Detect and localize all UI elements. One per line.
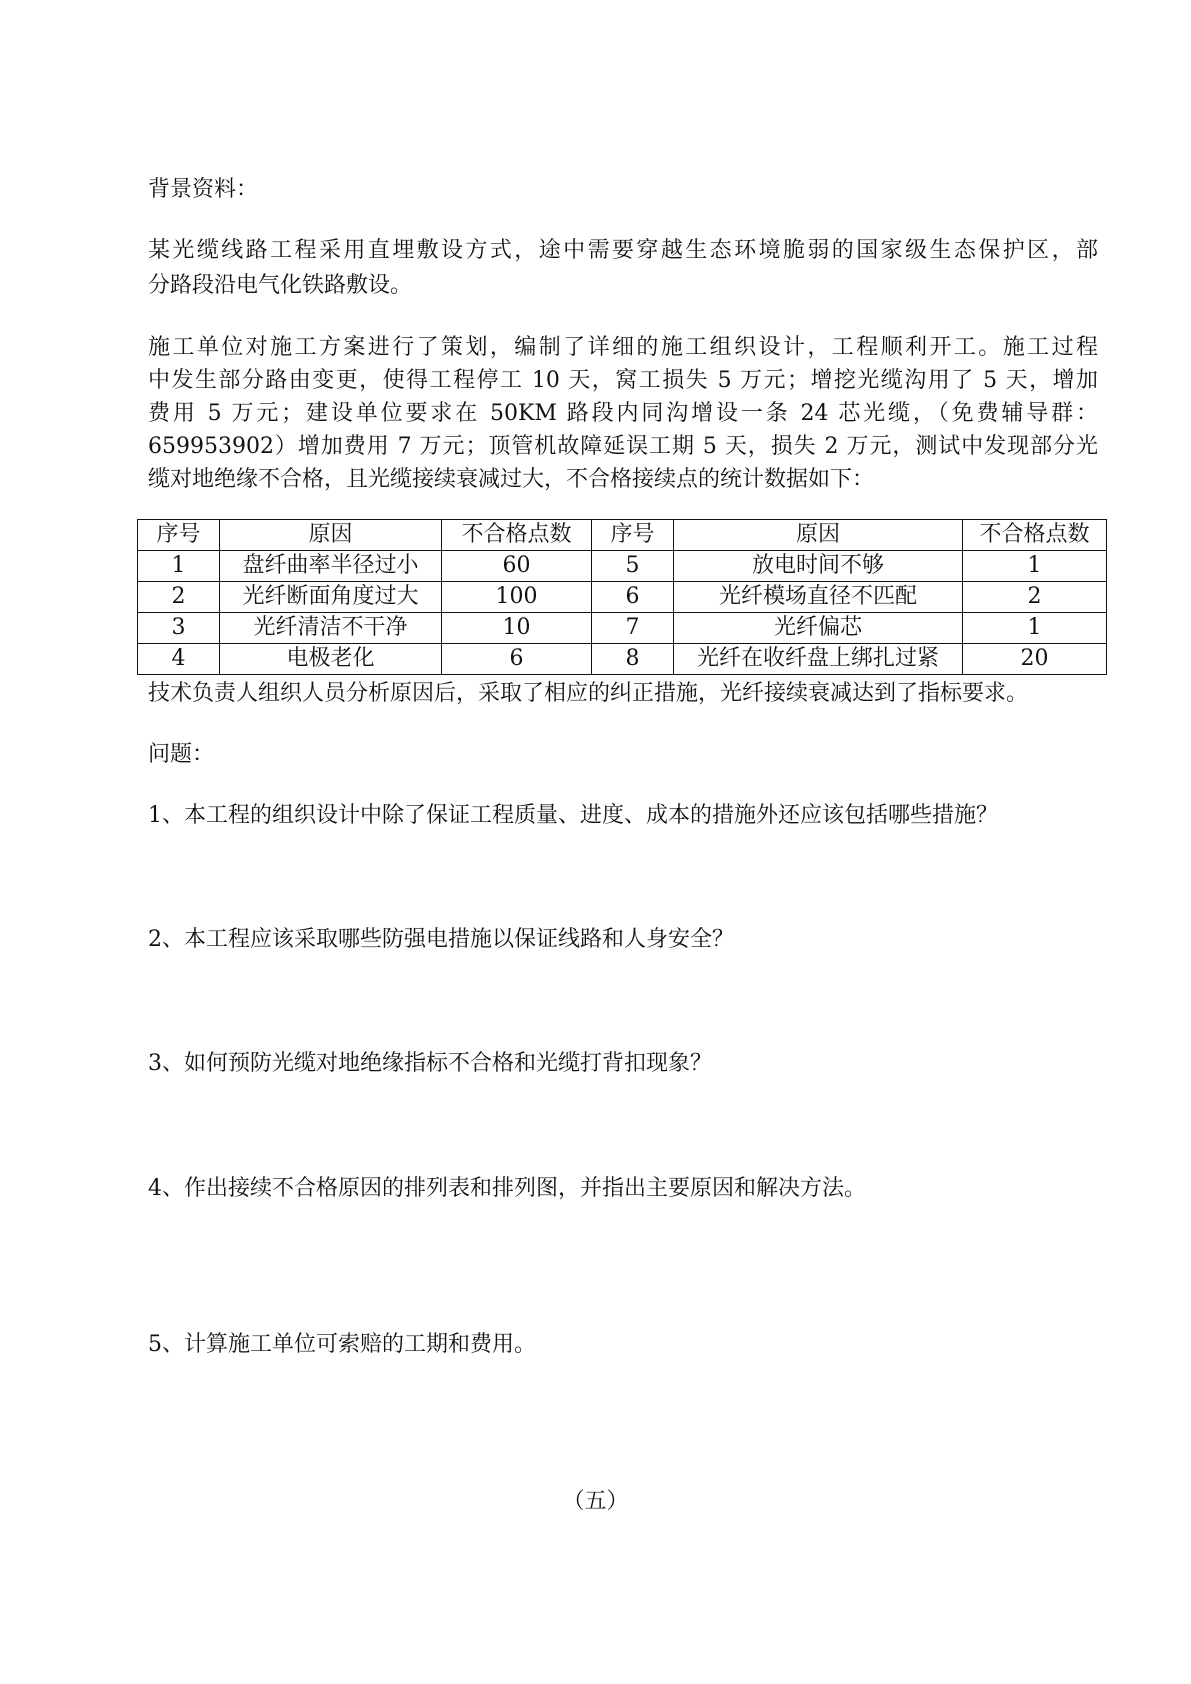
table-header: 原因 <box>674 520 963 551</box>
table-row <box>138 644 1107 675</box>
table-row <box>138 551 1107 582</box>
table-cell: 盘纤曲率半径过小 <box>220 551 442 582</box>
paragraph-1-line-1: 某光缆线路工程采用直埋敷设方式，途中需要穿越生态环境脆弱的国家级生态保护区，部 <box>148 238 1098 263</box>
table-cell: 10 <box>442 613 592 644</box>
paragraph-2-line-1: 施工单位对施工方案进行了策划，编制了详细的施工组织设计，工程顺利开工。施工过程 <box>148 335 1098 360</box>
table-cell: 6 <box>442 644 592 675</box>
table-header: 不合格点数 <box>963 520 1107 551</box>
paragraph-2-line-5: 缆对地绝缘不合格，且光缆接续衰减过大，不合格接续点的统计数据如下： <box>148 467 875 492</box>
question-5: 5、计算施工单位可索赔的工期和费用。 <box>148 1332 536 1357</box>
defect-statistics-table <box>137 519 1107 675</box>
table-row <box>138 582 1107 613</box>
table-cell: 8 <box>592 644 674 675</box>
question-3: 3、如何预防光缆对地绝缘指标不合格和光缆打背扣现象？ <box>148 1051 712 1076</box>
question-1: 1、本工程的组织设计中除了保证工程质量、进度、成本的措施外还应该包括哪些措施？ <box>148 803 998 828</box>
table-cell: 1 <box>138 551 220 582</box>
after-table-text: 技术负责人组织人员分析原因后，采取了相应的纠正措施，光纤接续衰减达到了指标要求。 <box>148 681 1029 706</box>
question-2: 2、本工程应该采取哪些防强电措施以保证线路和人身安全？ <box>148 927 734 952</box>
table-cell: 3 <box>138 613 220 644</box>
table-cell: 60 <box>442 551 592 582</box>
table-cell: 4 <box>138 644 220 675</box>
table-header: 序号 <box>592 520 674 551</box>
questions-label: 问题： <box>148 742 215 767</box>
table-cell: 光纤断面角度过大 <box>220 582 442 613</box>
table-cell: 2 <box>963 582 1107 613</box>
table-header: 序号 <box>138 520 220 551</box>
table-cell: 光纤清洁不干净 <box>220 613 442 644</box>
table-cell: 1 <box>963 551 1107 582</box>
table-cell: 电极老化 <box>220 644 442 675</box>
paragraph-1-line-2: 分路段沿电气化铁路敷设。 <box>148 273 413 298</box>
question-4: 4、作出接续不合格原因的排列表和排列图，并指出主要原因和解决方法。 <box>148 1176 866 1201</box>
table-cell: 2 <box>138 582 220 613</box>
table-cell: 光纤模场直径不匹配 <box>674 582 963 613</box>
paragraph-2-line-2: 中发生部分路由变更，使得工程停工 10 天，窝工损失 5 万元；增挖光缆沟用了 5 天，增加 <box>148 368 1098 393</box>
section-number: （五） <box>562 1489 629 1514</box>
table-header-row <box>138 520 1107 551</box>
table-cell: 光纤偏芯 <box>674 613 963 644</box>
table-cell: 放电时间不够 <box>674 551 963 582</box>
table-cell: 20 <box>963 644 1107 675</box>
background-label: 背景资料： <box>148 177 259 202</box>
table-cell: 6 <box>592 582 674 613</box>
table-header: 原因 <box>220 520 442 551</box>
table-cell: 7 <box>592 613 674 644</box>
table-cell: 5 <box>592 551 674 582</box>
table-cell: 1 <box>963 613 1107 644</box>
table-cell: 光纤在收纤盘上绑扎过紧 <box>674 644 963 675</box>
table-row <box>138 613 1107 644</box>
table-header: 不合格点数 <box>442 520 592 551</box>
paragraph-2-line-3: 费用 5 万元；建设单位要求在 50KM 路段内同沟增设一条 24 芯光缆，（免费辅导群： <box>148 401 1098 426</box>
paragraph-2-line-4: 659953902）增加费用 7 万元；顶管机故障延误工期 5 天，损失 2 万元，测试中发现部分光 <box>148 434 1098 459</box>
table-cell: 100 <box>442 582 592 613</box>
